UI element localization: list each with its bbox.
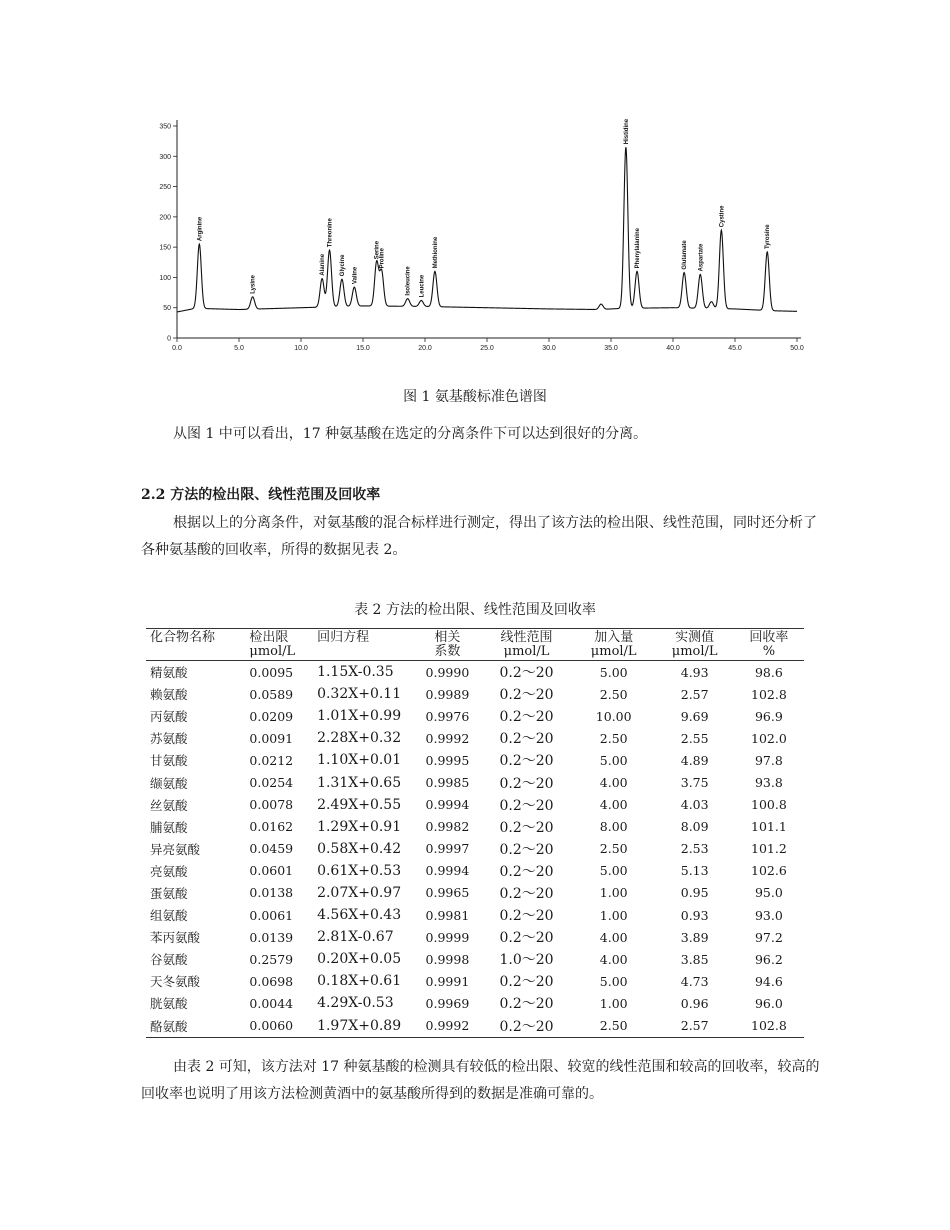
header-line2: 系数 (434, 644, 461, 659)
cell-added: 5.00 (599, 752, 628, 768)
cell-lod: 0.0044 (249, 995, 294, 1011)
cell-measured: 5.13 (680, 863, 709, 879)
cell-added: 2.50 (599, 1018, 628, 1034)
cell-lod: 0.0060 (249, 1018, 294, 1034)
cell-lod: 0.0061 (249, 907, 294, 923)
y-tick-label: 0 (167, 335, 171, 343)
cell-linear-range: 0.2～20 (499, 974, 554, 991)
cell-added: 8.00 (599, 819, 628, 835)
cell-equation: 4.56X+0.43 (317, 907, 402, 924)
cell-added: 1.00 (599, 885, 628, 901)
cell-correlation: 0.9990 (425, 664, 470, 680)
table-row (146, 948, 804, 970)
y-tick-label: 150 (159, 244, 171, 252)
peak-label: Valine (352, 266, 359, 285)
header-line2: μmol/L (503, 644, 550, 659)
peak-label: Serine (374, 240, 381, 260)
cell-correlation: 0.9998 (425, 951, 470, 967)
cell-linear-range: 0.2～20 (499, 665, 554, 682)
cell-correlation: 0.9995 (425, 752, 470, 768)
cell-equation: 0.20X+0.05 (317, 951, 402, 968)
cell-recovery: 100.8 (751, 797, 787, 813)
header-equation (315, 629, 414, 661)
peak-label: Leucine (419, 274, 426, 298)
cell-correlation: 0.9999 (425, 929, 470, 945)
cell-equation: 2.07X+0.97 (317, 884, 402, 901)
cell-linear-range: 1.0～20 (499, 952, 554, 969)
cell-lod: 0.0254 (249, 775, 294, 791)
x-tick-label: 5.0 (234, 345, 244, 352)
table-header-row (146, 629, 804, 661)
x-tick-label: 25.0 (480, 345, 494, 352)
cell-correlation: 0.9994 (425, 863, 470, 879)
cell-linear-range: 0.2～20 (499, 1018, 554, 1035)
cell-equation: 0.61X+0.53 (317, 862, 402, 879)
header-linear-range (481, 629, 572, 661)
cell-recovery: 96.0 (754, 995, 783, 1011)
cell-lod: 0.2579 (249, 951, 294, 967)
cell-compound: 丝氨酸 (150, 797, 188, 813)
cell-compound: 丙氨酸 (150, 709, 188, 725)
cell-measured: 3.85 (680, 951, 709, 967)
x-tick-label: 10.0 (294, 345, 308, 352)
header-lod (247, 629, 315, 661)
header-recovery (734, 629, 804, 661)
cell-linear-range: 0.2～20 (499, 908, 554, 925)
cell-measured: 2.57 (680, 1018, 709, 1034)
chromatogram-chart (140, 108, 805, 358)
header-line1: 化合物名称 (150, 630, 216, 645)
header-line1: 加入量 (594, 630, 634, 645)
cell-linear-range: 0.2～20 (499, 863, 554, 880)
cell-measured: 4.73 (680, 973, 709, 989)
cell-recovery: 96.9 (754, 708, 783, 724)
cell-linear-range: 0.2～20 (499, 996, 554, 1013)
cell-lod: 0.0078 (249, 797, 294, 813)
cell-compound: 苏氨酸 (150, 731, 188, 747)
table-row (146, 749, 804, 771)
cell-compound: 蛋氨酸 (150, 885, 188, 901)
cell-linear-range: 0.2～20 (499, 775, 554, 792)
cell-linear-range: 0.2～20 (499, 841, 554, 858)
header-line1: 回归方程 (317, 630, 370, 645)
peak-label: Threonine (327, 218, 334, 248)
cell-equation: 1.29X+0.91 (317, 818, 402, 835)
cell-lod: 0.0589 (249, 686, 294, 702)
cell-recovery: 102.8 (751, 1018, 787, 1034)
table-row (146, 794, 804, 816)
table-row (146, 970, 804, 992)
cell-lod: 0.0698 (249, 973, 294, 989)
peak-label: Cystine (719, 205, 726, 228)
y-tick-label: 100 (159, 274, 171, 282)
table-row (146, 661, 804, 684)
cell-linear-range: 0.2～20 (499, 687, 554, 704)
y-tick-label: 50 (163, 305, 171, 313)
cell-compound: 异亮氨酸 (150, 841, 201, 857)
header-line1: 检出限 (249, 630, 289, 645)
cell-lod: 0.0162 (249, 819, 294, 835)
cell-equation: 2.49X+0.55 (317, 796, 402, 813)
cell-equation: 1.15X-0.35 (317, 664, 394, 681)
cell-compound: 赖氨酸 (150, 687, 188, 703)
x-tick-label: 20.0 (418, 345, 432, 352)
cell-equation: 1.97X+0.89 (317, 1017, 402, 1034)
cell-added: 1.00 (599, 995, 628, 1011)
x-tick-label: 50.0 (790, 345, 804, 352)
table-row (146, 727, 804, 749)
cell-added: 5.00 (599, 664, 628, 680)
peak-label: Tyrosine (765, 224, 772, 249)
cell-correlation: 0.9997 (425, 841, 470, 857)
cell-lod: 0.0459 (249, 841, 294, 857)
cell-recovery: 97.8 (754, 752, 783, 768)
chromatogram-trace (177, 147, 797, 312)
header-line2: μmol/L (671, 644, 718, 659)
y-tick-label: 350 (159, 123, 171, 131)
cell-compound: 谷氨酸 (150, 952, 188, 968)
section-heading: 2.2 方法的检出限、线性范围及回收率 (141, 487, 381, 503)
peak-label: Isoleucine (405, 266, 412, 296)
cell-added: 5.00 (599, 863, 628, 879)
cell-correlation: 0.9965 (425, 885, 470, 901)
cell-equation: 1.10X+0.01 (317, 752, 402, 769)
cell-measured: 0.95 (680, 885, 709, 901)
cell-equation: 1.31X+0.65 (317, 774, 402, 791)
cell-compound: 缬氨酸 (150, 775, 188, 791)
cell-recovery: 93.8 (754, 775, 783, 791)
cell-compound: 甘氨酸 (150, 753, 188, 769)
cell-measured: 4.03 (680, 797, 709, 813)
cell-correlation: 0.9969 (425, 995, 470, 1011)
cell-linear-range: 0.2～20 (499, 753, 554, 770)
cell-measured: 0.96 (680, 995, 709, 1011)
peak-label: Phenylalanine (635, 228, 641, 269)
cell-added: 2.50 (599, 730, 628, 746)
cell-equation: 2.81X-0.67 (317, 929, 394, 946)
figure-caption: 图 1 氨基酸标准色谱图 (403, 389, 547, 405)
cell-equation: 2.28X+0.32 (317, 730, 402, 747)
cell-measured: 2.57 (680, 686, 709, 702)
results-table (146, 628, 804, 1038)
cell-recovery: 102.0 (751, 730, 787, 746)
cell-equation: 0.32X+0.11 (317, 686, 402, 703)
table-row (146, 1015, 804, 1038)
cell-equation: 0.18X+0.61 (317, 973, 402, 990)
peak-label: Lysine (250, 275, 257, 294)
cell-recovery: 95.0 (754, 885, 783, 901)
cell-lod: 0.0139 (249, 929, 294, 945)
table-row (146, 926, 804, 948)
header-compound (146, 629, 247, 661)
cell-correlation: 0.9992 (425, 730, 470, 746)
cell-lod: 0.0138 (249, 885, 294, 901)
header-measured (656, 629, 734, 661)
cell-recovery: 102.6 (751, 863, 787, 879)
table-row (146, 904, 804, 926)
cell-lod: 0.0601 (249, 863, 294, 879)
cell-compound: 脯氨酸 (150, 819, 188, 835)
cell-measured: 2.55 (680, 730, 709, 746)
cell-linear-range: 0.2～20 (499, 709, 554, 726)
x-tick-label: 30.0 (542, 345, 556, 352)
cell-added: 4.00 (599, 951, 628, 967)
x-tick-label: 45.0 (728, 345, 742, 352)
cell-linear-range: 0.2～20 (499, 885, 554, 902)
cell-compound: 组氨酸 (150, 908, 188, 924)
y-tick-label: 200 (159, 214, 171, 222)
cell-compound: 酪氨酸 (150, 1018, 188, 1034)
cell-measured: 9.69 (680, 708, 709, 724)
peak-label: Methionine (432, 236, 439, 269)
cell-measured: 4.89 (680, 752, 709, 768)
cell-recovery: 102.8 (751, 686, 787, 702)
table-row (146, 882, 804, 904)
cell-lod: 0.0091 (249, 730, 294, 746)
peak-label: Arginine (197, 216, 204, 242)
cell-recovery: 97.2 (754, 929, 783, 945)
cell-correlation: 0.9992 (425, 1018, 470, 1034)
cell-added: 2.50 (599, 686, 628, 702)
cell-compound: 胱氨酸 (150, 996, 188, 1012)
table-row (146, 771, 804, 793)
cell-correlation: 0.9976 (425, 708, 470, 724)
header-line1: 实测值 (675, 630, 715, 645)
peak-label: Glycine (339, 254, 346, 277)
header-line1: 线性范围 (500, 630, 553, 645)
header-added (572, 629, 656, 661)
cell-correlation: 0.9989 (425, 686, 470, 702)
x-tick-label: 40.0 (666, 345, 680, 352)
cell-measured: 4.93 (680, 664, 709, 680)
header-line1: 相关 (434, 630, 461, 645)
table-row (146, 705, 804, 727)
cell-compound: 精氨酸 (150, 665, 188, 681)
header-line2: μmol/L (249, 644, 296, 659)
cell-measured: 3.89 (680, 929, 709, 945)
header-correlation (414, 629, 481, 661)
table-row (146, 816, 804, 838)
cell-recovery: 98.6 (754, 664, 783, 680)
table-row (146, 860, 804, 882)
cell-recovery: 96.2 (754, 951, 783, 967)
cell-recovery: 93.0 (754, 907, 783, 923)
table-row (146, 683, 804, 705)
cell-recovery: 101.1 (751, 819, 787, 835)
cell-correlation: 0.9981 (425, 907, 470, 923)
cell-compound: 亮氨酸 (150, 863, 188, 879)
header-line1: 回收率 (749, 630, 789, 645)
paragraph-conclusion: 由表 2 可知，该方法对 17 种氨基酸的检测具有较低的检出限、较宽的线性范围和较高的回收率，较高的回收率也说明了用该方法检测黄酒中的氨基酸所得到的数据是准确可靠的。 (141, 1059, 820, 1102)
cell-measured: 2.53 (680, 841, 709, 857)
cell-added: 4.00 (599, 929, 628, 945)
cell-lod: 0.0095 (249, 664, 294, 680)
peak-label: Glutamate (682, 240, 689, 270)
cell-added: 10.00 (595, 708, 632, 724)
cell-correlation: 0.9994 (425, 797, 470, 813)
cell-linear-range: 0.2～20 (499, 797, 554, 814)
peak-label: Aspartate (698, 243, 705, 272)
table-caption: 表 2 方法的检出限、线性范围及回收率 (354, 602, 596, 618)
peak-label: Proline (379, 248, 386, 269)
cell-recovery: 94.6 (754, 973, 783, 989)
peak-label: Alanine (320, 253, 327, 276)
cell-equation: 1.01X+0.99 (317, 708, 402, 725)
cell-measured: 0.93 (680, 907, 709, 923)
cell-added: 4.00 (599, 797, 628, 813)
table-row (146, 992, 804, 1014)
cell-added: 5.00 (599, 973, 628, 989)
cell-equation: 4.29X-0.53 (317, 995, 394, 1012)
y-tick-label: 250 (159, 184, 171, 192)
cell-measured: 3.75 (680, 775, 709, 791)
y-tick-label: 300 (159, 153, 171, 161)
cell-linear-range: 0.2～20 (499, 930, 554, 947)
x-tick-label: 0.0 (172, 345, 182, 352)
peak-label: Histidine (623, 118, 630, 145)
cell-linear-range: 0.2～20 (499, 731, 554, 748)
cell-correlation: 0.9982 (425, 819, 470, 835)
paragraph-separation-result: 从图 1 中可以看出，17 种氨基酸在选定的分离条件下可以达到很好的分离。 (173, 426, 648, 442)
header-line2: μmol/L (590, 644, 637, 659)
cell-correlation: 0.9991 (425, 973, 470, 989)
cell-lod: 0.0209 (249, 708, 294, 724)
table-row (146, 838, 804, 860)
paragraph-method-intro: 根据以上的分离条件，对氨基酸的混合标样进行测定，得出了该方法的检出限、线性范围，同时还分析了各种氨基酸的回收率，所得的数据见表 2。 (141, 515, 817, 558)
cell-recovery: 101.2 (751, 841, 787, 857)
cell-added: 2.50 (599, 841, 628, 857)
cell-compound: 苯丙氨酸 (150, 930, 201, 946)
x-tick-label: 15.0 (356, 345, 370, 352)
cell-correlation: 0.9985 (425, 775, 470, 791)
cell-compound: 天冬氨酸 (150, 974, 201, 990)
cell-added: 1.00 (599, 907, 628, 923)
cell-equation: 0.58X+0.42 (317, 840, 402, 857)
cell-linear-range: 0.2～20 (499, 819, 554, 836)
header-line2: % (762, 644, 776, 659)
x-tick-label: 35.0 (604, 345, 618, 352)
cell-added: 4.00 (599, 775, 628, 791)
cell-measured: 8.09 (680, 819, 709, 835)
cell-lod: 0.0212 (249, 752, 294, 768)
